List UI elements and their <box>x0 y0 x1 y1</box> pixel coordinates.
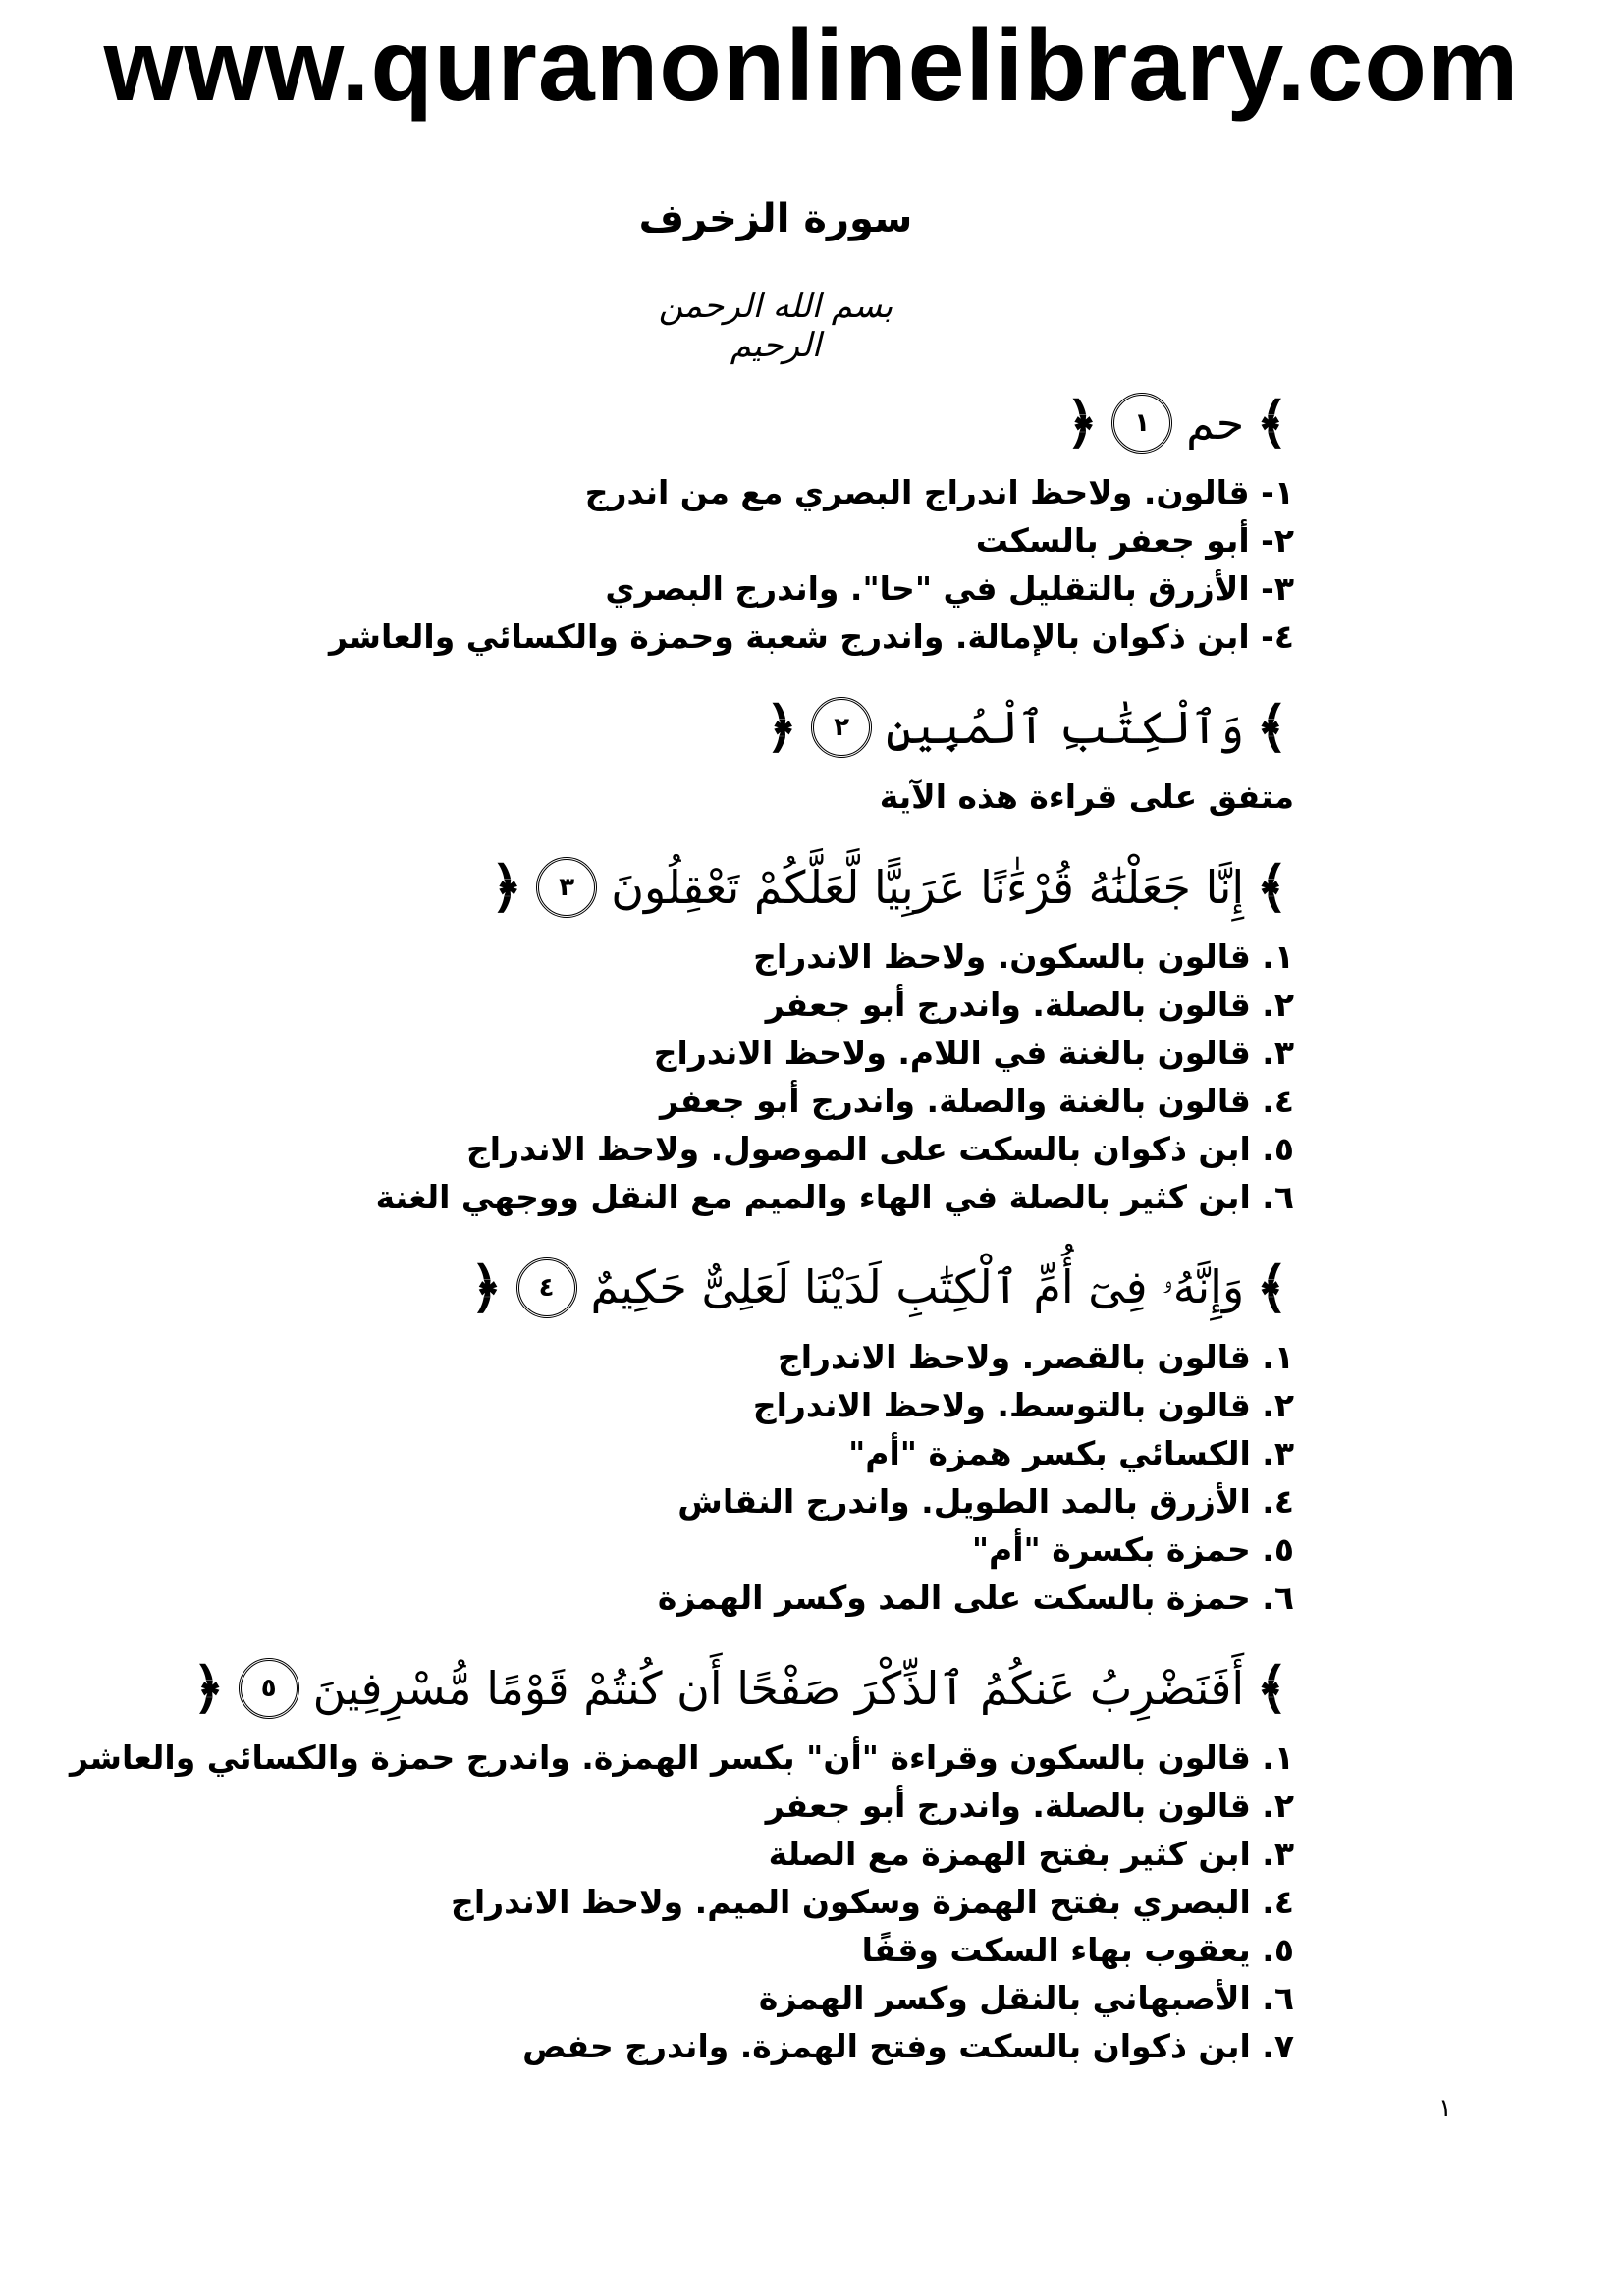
section-spacer <box>0 1622 1294 1643</box>
verse-2 <box>0 682 1294 773</box>
reading-note: ٤. قالون بالغنة والصلة. واندرج أبو جعفر <box>659 1082 1294 1120</box>
verse-1 <box>0 378 1294 468</box>
reading-note: ٦. الأصبهاني بالنقل وكسر الهمزة <box>758 1979 1294 2017</box>
reading-note: ٥. حمزة بكسرة "أم" <box>971 1530 1294 1569</box>
ornate-bracket-close: ﴾ <box>1256 855 1288 920</box>
verse-number-medallion: ٥ <box>239 1658 299 1719</box>
surah-title: سورة الزخرف <box>638 196 913 241</box>
section-spacer <box>0 821 1294 842</box>
ornate-bracket-open: ﴿ <box>765 695 798 760</box>
ornate-bracket-close: ﴾ <box>1256 1656 1288 1721</box>
reading-note: ٢. قالون بالصلة. واندرج أبو جعفر <box>765 1787 1294 1825</box>
section-spacer <box>0 2070 1294 2092</box>
reading-note: ٥. يعقوب بهاء السكت وقفًا <box>861 1931 1294 1969</box>
ornate-bracket-close: ﴾ <box>1256 1255 1288 1320</box>
ornate-bracket-open: ﴿ <box>191 1656 225 1721</box>
reading-note: ٣. ابن كثير بفتح الهمزة مع الصلة <box>768 1835 1294 1873</box>
reading-note: ١. قالون بالقصر. ولاحظ الاندراج <box>777 1338 1294 1376</box>
reading-note: ٢. قالون بالتوسط. ولاحظ الاندراج <box>752 1386 1294 1424</box>
reading-note: ١. قالون بالسكون وقراءة "أن" بكسر الهمزة. واندرج حمزة والكسائي والعاشر <box>70 1738 1294 1777</box>
verse-number-medallion: ٤ <box>516 1257 577 1318</box>
reading-note: ٣. قالون بالغنة في اللام. ولاحظ الاندراج <box>653 1034 1294 1072</box>
verse-number-medallion: ١ <box>1111 393 1172 454</box>
reading-note: ٢. قالون بالصلة. واندرج أبو جعفر <box>765 986 1294 1024</box>
ornate-bracket-open: ﴿ <box>490 855 523 920</box>
page-number: ١ <box>1438 2094 1452 2123</box>
site-url-header: www.quranonlinelibrary.com <box>103 9 1520 123</box>
verse-text: إِنَّا جَعَلْنَٰهُ قُرْءَٰنًا عَرَبِيًّا لَّعَلَّكُمْ تَعْقِلُونَ <box>611 861 1245 914</box>
verse-3 <box>0 842 1294 933</box>
ornate-bracket-open: ﴿ <box>1065 391 1099 455</box>
reading-note: ٦. ابن كثير بالصلة في الهاء والميم مع النقل ووجهي الغنة <box>375 1178 1294 1216</box>
verse-text: وَإِنَّهُۥ فِىٓ أُمِّ ٱلْكِتَٰبِ لَدَيْنَا لَعَلِىٌّ حَكِيمٌ <box>590 1260 1245 1313</box>
section-spacer <box>0 1221 1294 1243</box>
basmala: بسم الله الرحمن الرحيم <box>658 287 893 365</box>
verse-text: وَٱلْكِتَٰبِ ٱلْمُبِينِ <box>886 701 1245 754</box>
reading-note: ٤- ابن ذكوان بالإمالة. واندرج شعبة وحمزة والكسائي والعاشر <box>329 617 1294 656</box>
reading-note: ٧. ابن ذكوان بالسكت وفتح الهمزة. واندرج حفص <box>522 2027 1294 2065</box>
ornate-bracket-close: ﴾ <box>1256 695 1288 760</box>
verse-4 <box>0 1243 1294 1333</box>
verse-5 <box>0 1643 1294 1734</box>
reading-note: ٥. ابن ذكوان بالسكت على الموصول. ولاحظ الاندراج <box>466 1130 1294 1168</box>
section-spacer <box>0 661 1294 682</box>
reading-note: متفق على قراءة هذه الآية <box>879 777 1294 816</box>
reading-note: ٣- الأزرق بالتقليل في "حا". واندرج البصري <box>605 569 1294 608</box>
reading-note: ٤. البصري بفتح الهمزة وسكون الميم. ولاحظ الاندراج <box>451 1883 1294 1921</box>
verse-number-medallion: ٢ <box>811 697 872 758</box>
verse-text: أَفَنَضْرِبُ عَنكُمُ ٱلذِّكْرَ صَفْحًا أَن كُنتُمْ قَوْمًا مُّسْرِفِينَ <box>312 1662 1245 1715</box>
verse-number-medallion: ٣ <box>536 857 597 918</box>
verse-text: حم <box>1186 397 1245 450</box>
ornate-bracket-open: ﴿ <box>469 1255 503 1320</box>
ornate-bracket-close: ﴾ <box>1256 391 1288 455</box>
reading-note: ١. قالون بالسكون. ولاحظ الاندراج <box>753 937 1294 976</box>
reading-note: ٣. الكسائي بكسر همزة "أم" <box>848 1434 1294 1472</box>
reading-note: ١- قالون. ولاحظ اندراج البصري مع من اندرج <box>584 473 1294 511</box>
page-body <box>0 378 1294 2092</box>
reading-note: ٤. الأزرق بالمد الطويل. واندرج النقاش <box>677 1482 1294 1521</box>
reading-note: ٦. حمزة بالسكت على المد وكسر الهمزة <box>657 1578 1294 1617</box>
reading-note: ٢- أبو جعفر بالسكت <box>975 521 1294 560</box>
